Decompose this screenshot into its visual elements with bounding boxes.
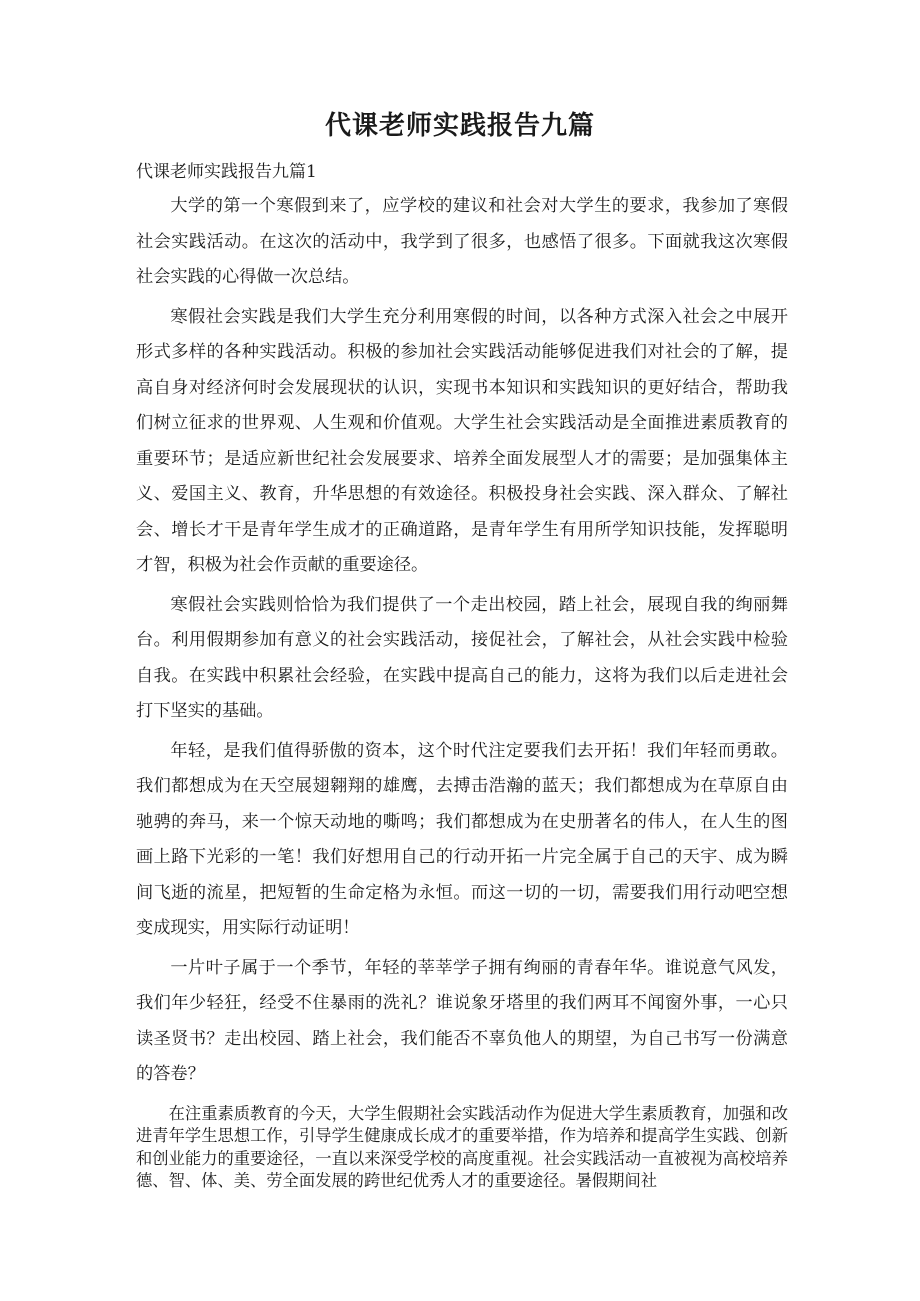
section-subtitle: 代课老师实践报告九篇1 bbox=[136, 162, 317, 182]
document-title: 代课老师实践报告九篇 bbox=[324, 111, 595, 141]
paragraph: 年轻，是我们值得骄傲的资本，这个时代注定要我们去开拓！我们年轻而勇敢。我们都想成为在天空展翅翱翔的雄鹰，去搏击浩瀚的蓝天；我们都想成为在草原自由驰骋的奔马，来一个惊天动地的嘶鸣；我们都想成为在史册著名的伟人，在人生的图画上路下光彩的一笔！我们好想用自己的行动开拓一片完全属于自己的天宇、成为瞬间飞逝的流星，把短暂的生命定格为永恒。而这一切的一切，需要我们用行动吧空想变成现实，用实际行动证明！ bbox=[136, 740, 788, 938]
paragraph: 大学的第一个寒假到来了，应学校的建议和社会对大学生的要求，我参加了寒假社会实践活动。在这次的活动中，我学到了很多，也感悟了很多。下面就我这次寒假社会实践的心得做一次总结。 bbox=[136, 196, 788, 287]
paragraph: 寒假社会实践则恰恰为我们提供了一个走出校园，踏上社会，展现自我的绚丽舞台。利用假期参加有意义的社会实践活动，接促社会，了解社会，从社会实践中检验自我。在实践中积累社会经验，在实践中提高自己的能力，这将为我们以后走进社会打下坚实的基础。 bbox=[136, 594, 788, 721]
paragraph: 在注重素质教育的今天，大学生假期社会实践活动作为促进大学生素质教育，加强和改进青年学生思想工作，引导学生健康成长成才的重要举措，作为培养和提高学生实践、创新和创业能力的重要途径，一直以来深受学校的高度重视。社会实践活动一直被视为高校培养德、智、体、美、劳全面发展的跨世纪优秀人才的重要途径。暑假期间社 bbox=[136, 1103, 788, 1190]
paragraph: 一片叶子属于一个季节，年轻的莘莘学子拥有绚丽的青春年华。谁说意气风发，我们年少轻狂，经受不住暴雨的洗礼？谁说象牙塔里的我们两耳不闻窗外事，一心只读圣贤书？走出校园、踏上社会，我们能否不辜负他人的期望，为自己书写一份满意的答卷？ bbox=[136, 957, 788, 1084]
document-body bbox=[136, 189, 788, 1197]
paragraph: 寒假社会实践是我们大学生充分利用寒假的时间，以各种方式深入社会之中展开形式多样的各种实践活动。积极的参加社会实践活动能够促进我们对社会的了解，提高自身对经济何时会发展现状的认识，实现书本知识和实践知识的更好结合，帮助我们树立征求的世界观、人生观和价值观。大学生社会实践活动是全面推进素质教育的重要环节；是适应新世纪社会发展要求、培养全面发展型人才的需要；是加强集体主义、爱国主义、教育，升华思想的有效途径。积极投身社会实践、深入群众、了解社会、增长才干是青年学生成才的正确道路，是青年学生有用所学知识技能，发挥聪明才智，积极为社会作贡献的重要途径。 bbox=[136, 306, 788, 575]
